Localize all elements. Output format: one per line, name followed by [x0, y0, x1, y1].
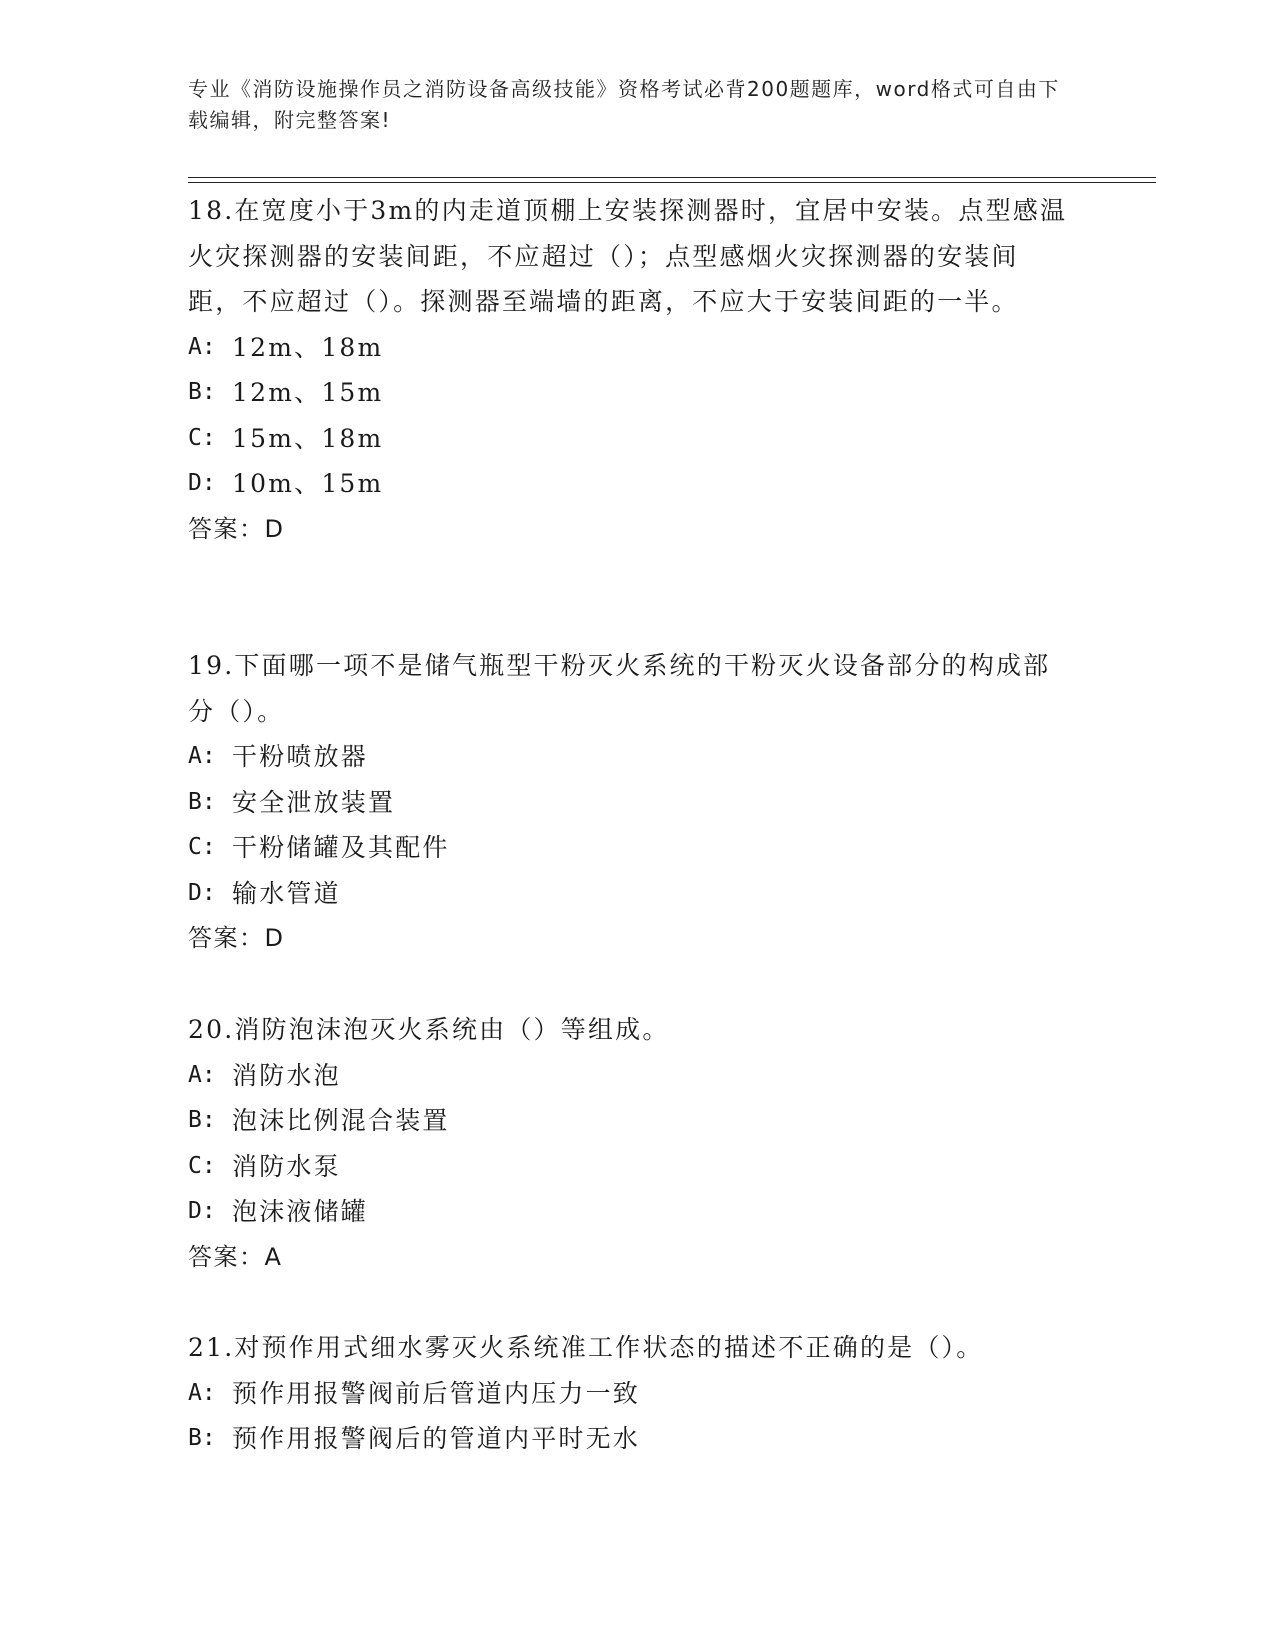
- option-text: 泡沫比例混合装置: [232, 1106, 450, 1135]
- option-key: B:: [188, 379, 216, 405]
- option-a: [188, 325, 1068, 371]
- option-text: 消防水泡: [232, 1060, 341, 1090]
- option-c: [188, 1144, 1068, 1190]
- question-21: [188, 1325, 1068, 1462]
- option-key: A:: [188, 333, 216, 360]
- option-text: 安全泄放装置: [232, 787, 396, 817]
- option-d: [188, 461, 1068, 507]
- option-key: C:: [188, 424, 216, 451]
- option-key: B:: [188, 1107, 216, 1133]
- question-20: [188, 1007, 1068, 1280]
- document-header: 专业《消防设施操作员之消防设备高级技能》资格考试必背200题题库，word格式可自由下载编辑，附完整答案!: [188, 77, 1060, 132]
- answer-line: 答案：D: [188, 514, 285, 543]
- option-key: A:: [188, 743, 216, 769]
- header-divider-bottom: [188, 182, 1156, 183]
- answer-line: 答案：A: [188, 1242, 283, 1271]
- option-key: C:: [188, 1152, 216, 1179]
- option-key: A:: [188, 1061, 216, 1088]
- option-key: C:: [188, 834, 216, 860]
- header-divider-top: [188, 177, 1156, 178]
- option-text: 预作用报警阀前后管道内压力一致: [232, 1378, 641, 1408]
- option-key: B:: [188, 1425, 216, 1451]
- option-d: [188, 1189, 1068, 1235]
- question-stem: 18.在宽度小于3m的内走道顶棚上安装探测器时，宜居中安装。点型感温火灾探测器的安装间距，不应超过（）；点型感烟火灾探测器的安装间距，不应超过（）。探测器至端墙的距离，不应大于安装间距的一半。: [188, 196, 1068, 316]
- question-stem: 20.消防泡沫泡灭火系统由（）等组成。: [188, 1015, 670, 1044]
- option-c: [188, 825, 1068, 871]
- option-key: A:: [188, 1379, 216, 1406]
- option-c: [188, 416, 1068, 462]
- option-d: [188, 871, 1068, 917]
- option-text: 输水管道: [232, 878, 341, 908]
- option-a: [188, 1371, 1068, 1417]
- option-text: 12m、18m: [232, 332, 384, 362]
- option-text: 12m、15m: [232, 378, 384, 407]
- option-a: [188, 734, 1068, 780]
- answer-line: 答案：D: [188, 924, 285, 952]
- question-stem: 19.下面哪一项不是储气瓶型干粉灭火系统的干粉灭火设备部分的构成部分（）。: [188, 651, 1051, 726]
- question-19: [188, 643, 1068, 962]
- question-18: [188, 188, 1068, 552]
- option-text: 干粉储罐及其配件: [232, 833, 450, 862]
- option-text: 10m、15m: [232, 469, 384, 498]
- option-b: [188, 370, 1068, 416]
- option-key: B:: [188, 788, 216, 815]
- option-text: 15m、18m: [232, 423, 384, 453]
- option-a: [188, 1053, 1068, 1099]
- question-stem: 21.对预作用式细水雾灭火系统准工作状态的描述不正确的是（）。: [188, 1333, 984, 1362]
- option-text: 预作用报警阀后的管道内平时无水: [232, 1424, 641, 1453]
- option-key: D:: [188, 1198, 216, 1224]
- option-text: 泡沫液储罐: [232, 1197, 369, 1226]
- option-b: [188, 780, 1068, 826]
- option-key: D:: [188, 879, 216, 906]
- option-text: 消防水泵: [232, 1151, 341, 1181]
- option-key: D:: [188, 470, 216, 496]
- option-text: 干粉喷放器: [232, 742, 369, 771]
- option-b: [188, 1416, 1068, 1462]
- option-b: [188, 1098, 1068, 1144]
